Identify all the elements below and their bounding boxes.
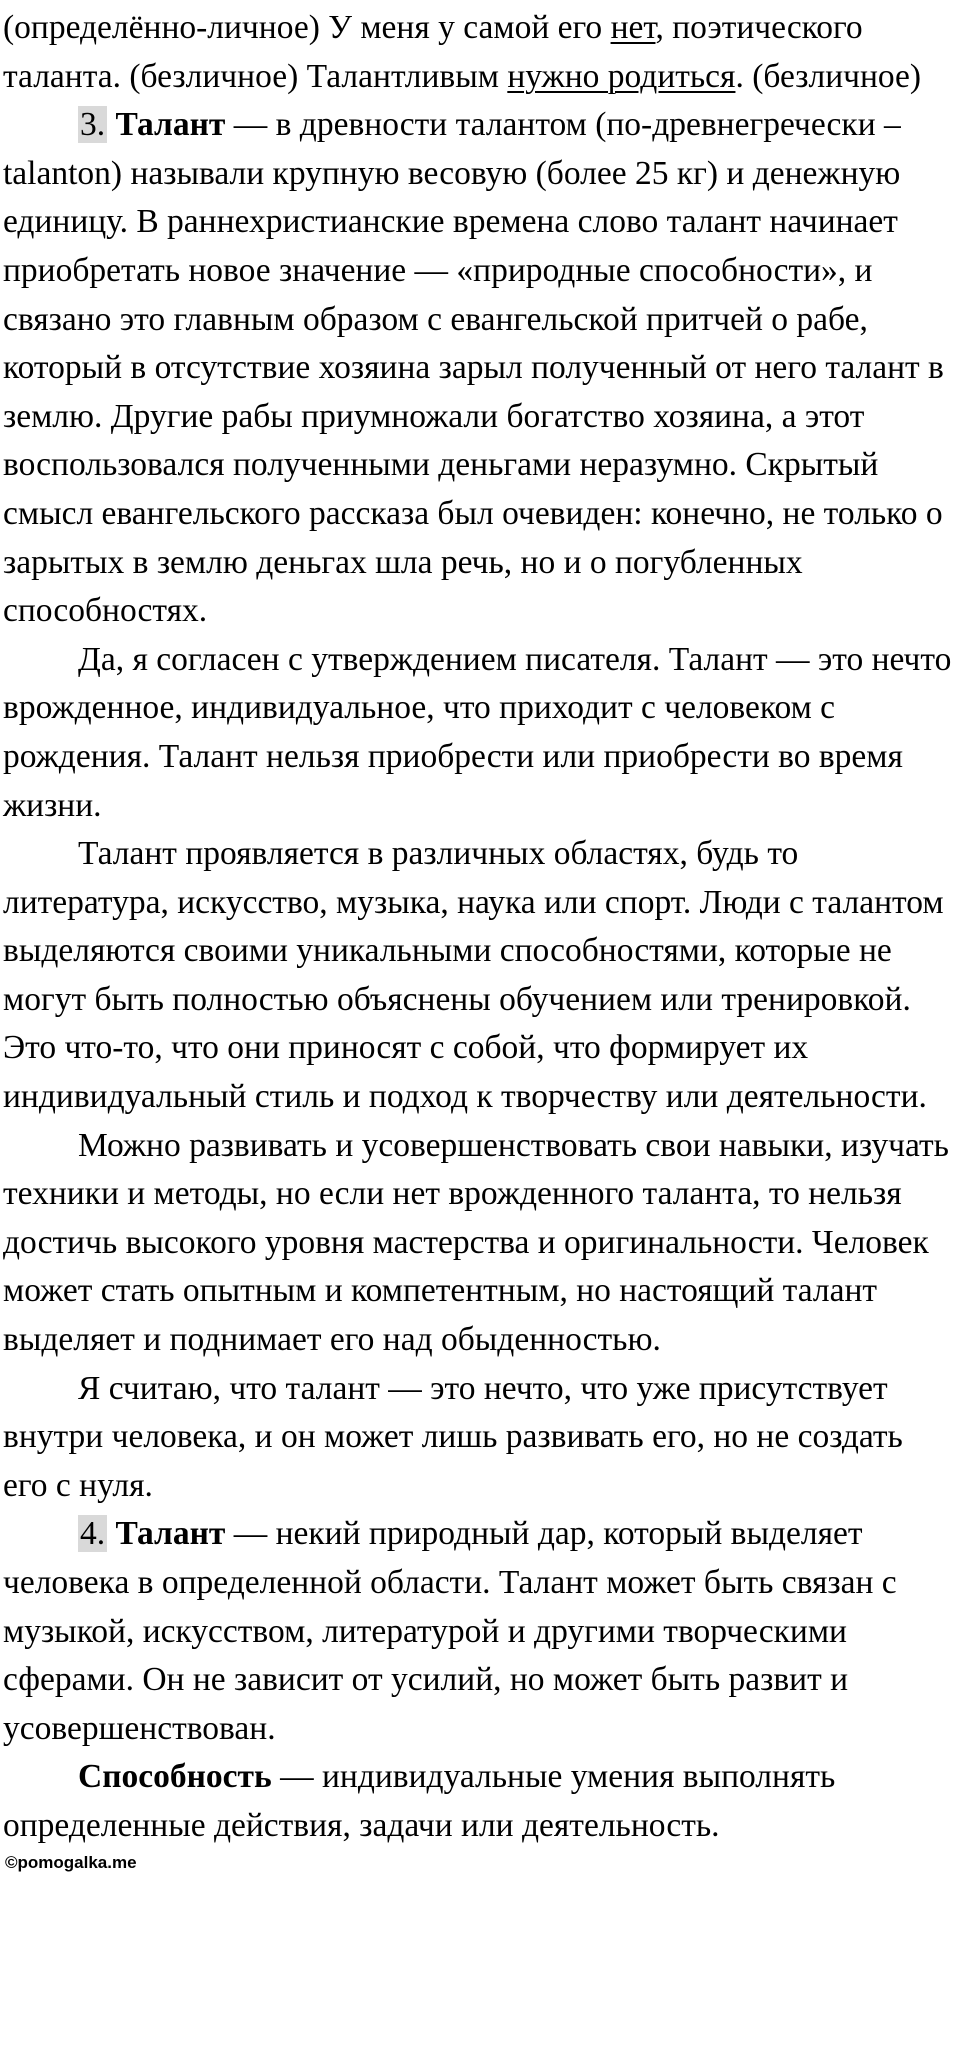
intro-paragraph bbox=[3, 4, 955, 101]
document-page bbox=[3, 4, 955, 1851]
section-4-definition-2-text: — индивидуальные умения выполнять определенные действия, задачи или деятельность. bbox=[3, 1758, 836, 1844]
section-4-definition bbox=[3, 1510, 955, 1753]
underlined-predicate-1: нет bbox=[610, 9, 656, 46]
section-3-term: Талант bbox=[115, 106, 226, 144]
section-3-paragraph-2: Талант проявляется в различных областях, будь то литература, искусство, музыка, наука или спорт. Люди с талантом выделяются своими уникальными способностями, которые не могут быть полностью объяснены обучением или тренировкой. Это что-то, что они приносят с собой, что формирует их индивидуальный стиль и подход к творчеству или деятельности. bbox=[3, 835, 944, 1116]
section-3-definition-text: — в древности талантом (по-древнегречески – talanton) называли крупную весовую (более 25 кг) и денежную единицу. В раннехристианские времена слово талант начинает приобретать новое значение — «природные способности», и связано это главным образом с евангельской притчей о рабе, который в отсутствие хозяина зарыл полученный от него талант в землю. Другие рабы приумножали богатство хозяина, а этот воспользовался полученными деньгами неразумно. Скрытый смысл евангельского рассказа был очевиден: конечно, не только о зарытых в землю деньгах шла речь, но и о погубленных способностях. bbox=[3, 106, 944, 630]
section-4-term: Талант bbox=[115, 1515, 226, 1553]
section-3-definition bbox=[3, 101, 955, 636]
section-4-definition-text: — некий природный дар, который выделяет человека в определенной области. Талант может быть связан с музыкой, искусством, литературой и другими творческими сферами. Он не зависит от усилий, но может быть развит и усовершенствован. bbox=[3, 1515, 897, 1747]
section-4-term-2: Способность bbox=[78, 1758, 272, 1796]
section-4-number: 4. bbox=[80, 1515, 106, 1553]
intro-text-2: , поэтического таланта. (безличное) Талантливым bbox=[3, 9, 863, 95]
section-3-paragraph-1: Да, я согласен с утверждением писателя. Талант — это нечто врожденное, индивидуальное, что приходит с человеком с рождения. Талант нельзя приобрести или приобрести во время жизни. bbox=[3, 640, 952, 824]
section-3-number: 3. bbox=[80, 106, 106, 144]
section-3-paragraph-3: Можно развивать и усовершенствовать свои навыки, изучать техники и методы, но если нет врожденного таланта, то нельзя достичь высокого уровня мастерства и оригинальности. Человек может стать опытным и компетентным, но настоящий талант выделяет и поднимает его над обыденностью. bbox=[3, 1126, 949, 1359]
intro-text-1: (определённо-личное) У меня у самой его bbox=[3, 9, 611, 46]
watermark: ©pomogalka.me bbox=[5, 1853, 137, 1872]
underlined-predicate-2: нужно родиться bbox=[507, 57, 736, 95]
section-4-ability-definition bbox=[3, 1753, 955, 1850]
intro-text-3: . (безличное) bbox=[735, 57, 922, 95]
section-3-paragraph-4: Я считаю, что талант — это нечто, что уже присутствует внутри человека, и он может лишь развивать его, но не создать его с нуля. bbox=[3, 1369, 903, 1504]
